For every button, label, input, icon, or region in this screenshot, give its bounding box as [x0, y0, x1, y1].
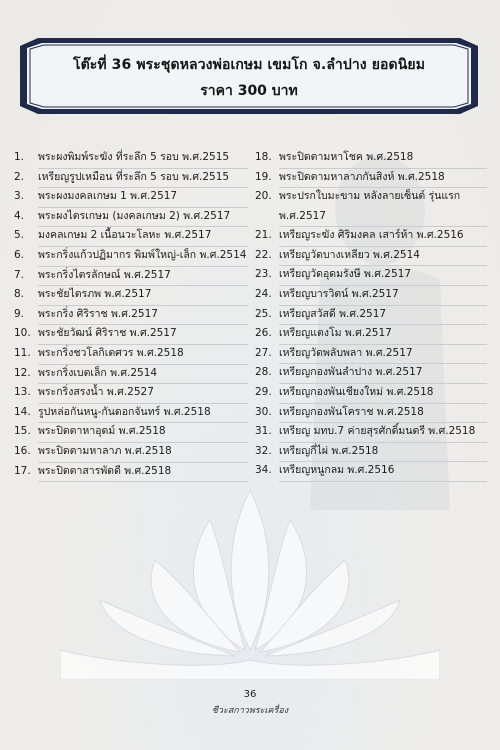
item-number: 17. — [14, 464, 31, 477]
item-text: พระชัยวัฒน์ ศิริราช พ.ศ.2517 — [38, 324, 248, 345]
item-number: 10. — [14, 327, 31, 340]
item-text: พระปรกใบมะขาม หลังลายเซ็นต์ รุ่นแรก พ.ศ.2517 — [279, 187, 487, 227]
title-banner — [18, 36, 480, 116]
list-item — [14, 364, 254, 384]
item-number: 6. — [14, 248, 25, 261]
item-number: 24. — [255, 287, 272, 300]
item-number: 25. — [255, 307, 272, 320]
list-item — [14, 285, 254, 305]
page-title: โต๊ะที่ 36 พระชุดหลวงพ่อเกษม เขมโก จ.ลำปาง ยอดนิยม — [72, 57, 426, 73]
amulet-list-left — [14, 148, 254, 481]
item-number: 19. — [255, 170, 272, 183]
item-number: 29. — [255, 385, 272, 398]
item-text: พระปิดตามหาลาภกันสิงห์ พ.ศ.2518 — [279, 168, 487, 189]
list-item — [14, 403, 254, 423]
item-text: พระปิดตาสารพัดดี พ.ศ.2518 — [38, 462, 248, 483]
item-number: 15. — [14, 425, 31, 438]
list-item — [255, 246, 500, 266]
item-number: 1. — [14, 151, 25, 163]
item-number: 18. — [255, 151, 272, 163]
item-number: 34. — [255, 464, 272, 477]
item-text: พระกริ่งชวโลกิเตศวร พ.ศ.2518 — [38, 344, 248, 365]
price-label: ราคา 300 บาท — [200, 83, 298, 99]
item-text: พระผงพิมพ์ระฆัง ที่ระลึก 5 รอบ พ.ศ.2515 — [38, 148, 248, 169]
item-text: เหรียญรูปเหมือน ที่ระลึก 5 รอบ พ.ศ.2515 — [38, 168, 248, 189]
list-item — [14, 207, 254, 227]
list-item — [255, 187, 500, 226]
item-number: 8. — [14, 288, 25, 301]
list-item — [255, 422, 500, 442]
list-item — [255, 442, 500, 462]
item-number: 12. — [14, 366, 31, 379]
item-text: เหรียญสวัสดี พ.ศ.2517 — [279, 305, 487, 326]
item-text: เหรียญกองพันลำปาง พ.ศ.2517 — [279, 363, 487, 384]
footer-caption: ชีวะสกาวพระเครื่อง — [211, 706, 289, 716]
item-number: 22. — [255, 248, 272, 261]
list-item — [255, 363, 500, 383]
item-text: เหรียญวัดพลับพลา พ.ศ.2517 — [279, 344, 487, 365]
list-item — [14, 422, 254, 442]
item-text: เหรียญ มทบ.7 ค่ายสุรศักดิ์มนตรี พ.ศ.2518 — [279, 422, 487, 443]
list-item — [255, 461, 500, 481]
list-item — [14, 344, 254, 364]
item-text: พระกริ่งเบตเล็ก พ.ศ.2514 — [38, 364, 248, 385]
item-number: 30. — [255, 405, 272, 418]
item-number: 3. — [14, 190, 25, 203]
item-text: พระกริ่ง ศิริราช พ.ศ.2517 — [38, 305, 248, 326]
item-text: เหรียญวัดอุดมรังษี พ.ศ.2517 — [279, 265, 487, 286]
item-text: เหรียญวัดบางเหลียว พ.ศ.2514 — [279, 246, 487, 267]
item-number: 23. — [255, 268, 272, 281]
list-item — [14, 148, 254, 168]
item-text: เหรียญกองพันเชียงใหม่ พ.ศ.2518 — [279, 383, 487, 404]
list-item — [14, 246, 254, 266]
list-item — [14, 383, 254, 403]
list-item — [255, 148, 500, 168]
item-text: พระผงมงคลเกษม 1 พ.ศ.2517 — [38, 187, 248, 208]
item-text: รูปหล่อกันหนู-กันดอกจันทร์ พ.ศ.2518 — [38, 403, 248, 424]
item-text: เหรียญแตงโม พ.ศ.2517 — [279, 324, 487, 345]
item-text: มงคลเกษม 2 เนื้อนวะโลหะ พ.ศ.2517 — [38, 226, 248, 247]
item-text: พระกริ่งแก้วปฏิมากร พิมพ์ใหญ่-เล็ก พ.ศ.2514 — [38, 246, 248, 267]
list-item — [255, 324, 500, 344]
lotus-watermark — [60, 480, 440, 680]
item-number: 20. — [255, 190, 272, 203]
item-text: พระชัยไตรภพ พ.ศ.2517 — [38, 285, 248, 306]
item-number: 31. — [255, 425, 272, 438]
list-item — [14, 305, 254, 325]
item-number: 21. — [255, 229, 272, 242]
list-item — [14, 187, 254, 207]
amulet-list-right — [255, 148, 500, 481]
item-number: 11. — [14, 346, 31, 359]
item-number: 5. — [14, 229, 25, 242]
item-number: 14. — [14, 405, 31, 418]
item-number: 26. — [255, 327, 272, 340]
list-item — [255, 226, 500, 246]
item-text: เหรียญหนูกลม พ.ศ.2516 — [279, 461, 487, 482]
list-item — [14, 442, 254, 462]
page-number: 36 — [243, 689, 257, 700]
item-number: 13. — [14, 386, 31, 399]
item-text: พระผงไตรเกษม (มงคลเกษม 2) พ.ศ.2517 — [38, 207, 248, 228]
list-item — [255, 403, 500, 423]
item-text: เหรียญระฆัง ศิริมงคล เสาร์ห้า พ.ศ.2516 — [279, 226, 487, 247]
list-item — [14, 226, 254, 246]
item-text: พระกริ่งสรงน้ำ พ.ศ.2527 — [38, 383, 248, 404]
list-item — [255, 305, 500, 325]
list-item — [255, 344, 500, 364]
item-text: พระปิดตาหาอุดม์ พ.ศ.2518 — [38, 422, 248, 443]
item-number: 2. — [14, 170, 25, 183]
item-text: พระปิดตามหาลาภ พ.ศ.2518 — [38, 442, 248, 463]
list-item — [255, 265, 500, 285]
list-item — [255, 285, 500, 305]
banner-frame — [18, 36, 480, 116]
item-number: 27. — [255, 346, 272, 359]
item-number: 28. — [255, 366, 272, 379]
item-number: 9. — [14, 307, 25, 320]
item-text: เหรียญกองพันโคราช พ.ศ.2518 — [279, 403, 487, 424]
item-text: พระปิดตามหาโชค พ.ศ.2518 — [279, 148, 487, 169]
list-item — [14, 168, 254, 188]
item-number: 4. — [14, 209, 25, 222]
list-item — [255, 383, 500, 403]
list-item — [14, 266, 254, 286]
item-text: พระกริ่งไตรลักษณ์ พ.ศ.2517 — [38, 266, 248, 287]
list-item — [14, 324, 254, 344]
list-item — [255, 168, 500, 188]
item-text: เหรียญบารวิตน์ พ.ศ.2517 — [279, 285, 487, 306]
item-text: เหรียญกี่ไผ่ พ.ศ.2518 — [279, 442, 487, 463]
item-number: 32. — [255, 444, 272, 457]
item-number: 16. — [14, 444, 31, 457]
list-item — [14, 462, 254, 482]
item-number: 7. — [14, 268, 25, 281]
